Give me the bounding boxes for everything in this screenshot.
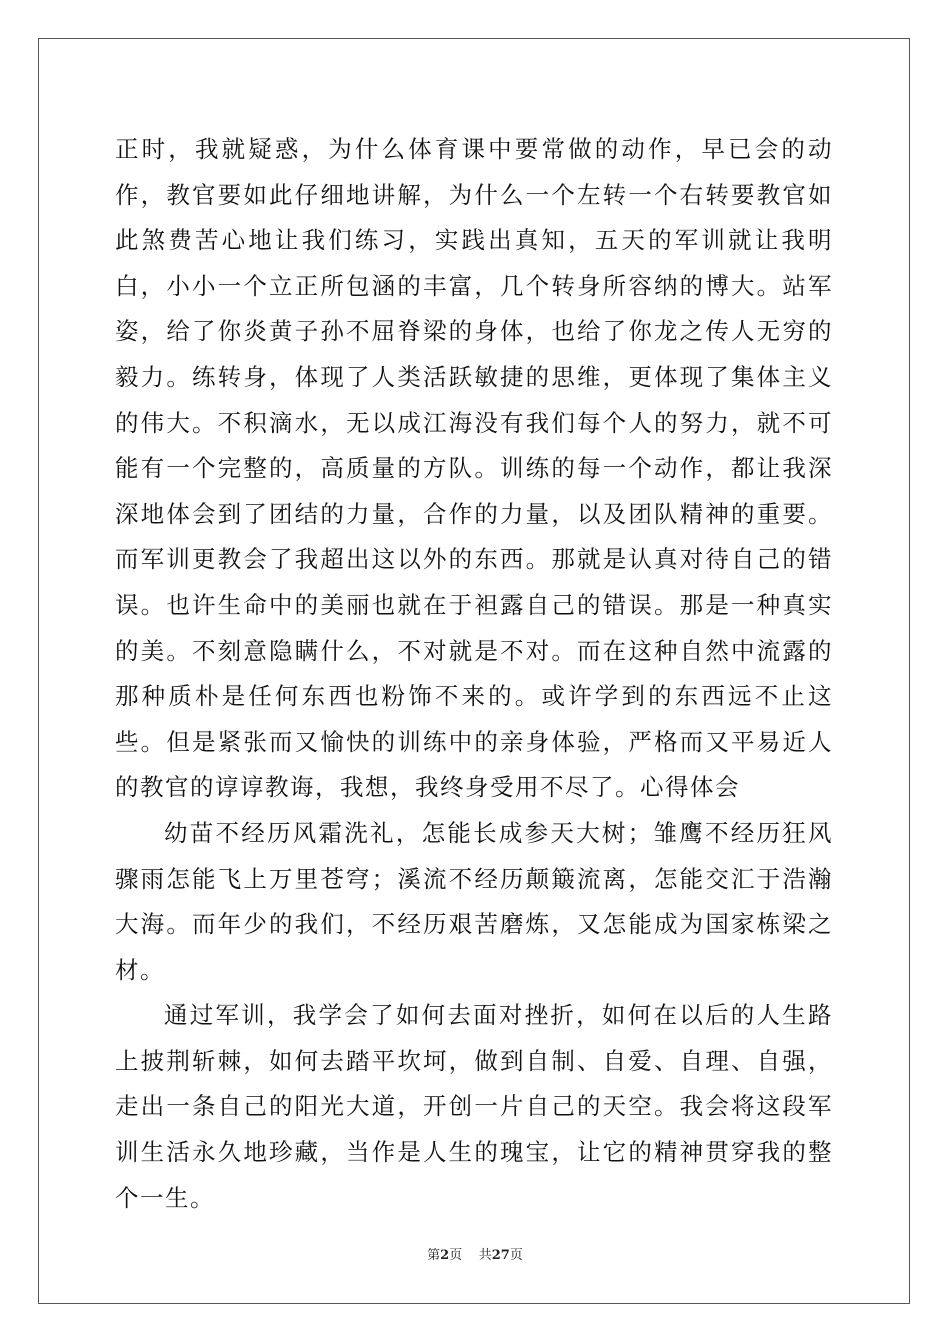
paragraph-3: 通过军训，我学会了如何去面对挫折，如何在以后的人生路上披荆斩棘，如何去踏平坎坷，做到自制、自爱、自理、自强，走出一条自己的阳光大道，开创一片自己的天空。我会将这段军训生活永久地珍藏，当作是人生的瑰宝，让它的精神贯穿我的整个一生。 [115, 1001, 833, 1212]
page-footer [0, 1247, 950, 1265]
document-body [115, 127, 833, 1221]
total-pages: 27 [491, 1248, 510, 1263]
total-suffix: 页 [509, 1248, 523, 1263]
paragraph-2: 幼苗不经历风霜洗礼，怎能长成参天大树；雏鹰不经历狂风骤雨怎能飞上万里苍穹；溪流不经历颠簸流离，怎能交汇于浩瀚大海。而年少的我们，不经历艰苦磨炼，又怎能成为国家栋梁之材。 [115, 818, 833, 984]
paragraph-1: 正时，我就疑惑，为什么体育课中要常做的动作，早已会的动作，教官要如此仔细地讲解，为什么一个左转一个右转要教官如此煞费苦心地让我们练习，实践出真知，五天的军训就让我明白，小小一个立正所包涵的丰富，几个转身所容纳的博大。站军姿，给了你炎黄子孙不屈脊梁的身体，也给了你龙之传人无穷的毅力。练转身，体现了人类活跃敏捷的思维，更体现了集体主义的伟大。不积滴水，无以成江海没有我们每个人的努力，就不可能有一个完整的，高质量的方队。训练的每一个动作，都让我深深地体会到了团结的力量，合作的力量，以及团队精神的重要。而军训更教会了我超出这以外的东西。那就是认真对待自己的错误。也许生命中的美丽也就在于袒露自己的错误。那是一种真实的美。不刻意隐瞒什么，不对就是不对。而在这种自然中流露的那种质朴是任何东西也粉饰不来的。或许学到的东西远不止这些。但是紧张而又愉快的训练中的亲身体验，严格而又平易近人的教官的谆谆教诲，我想，我终身受用不尽了。心得体会 [115, 135, 833, 802]
page-number: 2 [440, 1248, 450, 1263]
page-suffix: 页 [449, 1248, 463, 1263]
total-prefix: 共 [478, 1248, 492, 1263]
page-prefix: 第 [427, 1248, 441, 1263]
